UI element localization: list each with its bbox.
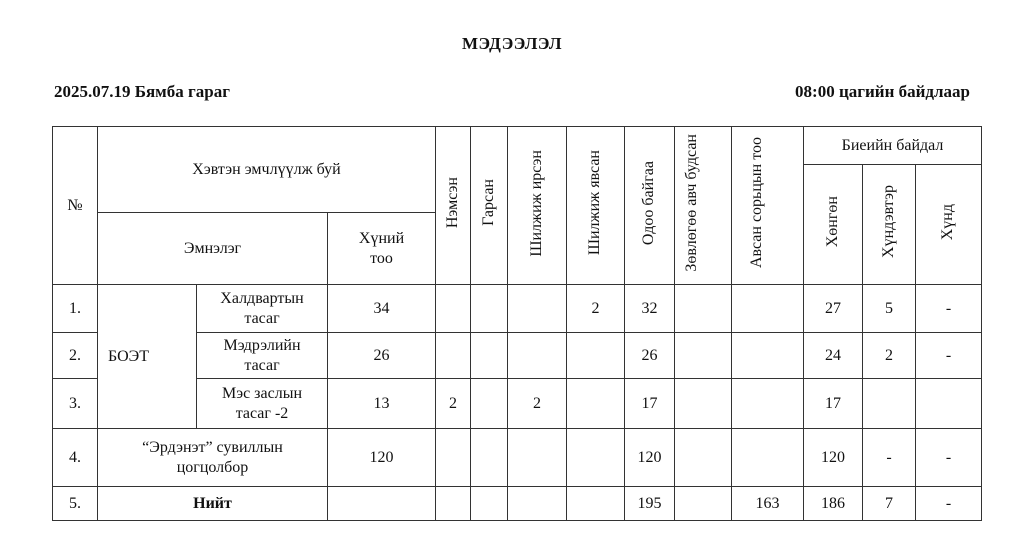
moderate-cell: 7	[863, 487, 916, 521]
moderate-cell: 5	[863, 285, 916, 333]
moderate-cell: 2	[863, 333, 916, 379]
died-cell	[675, 429, 732, 487]
header-added: Нэмсэн	[436, 127, 471, 285]
row-no: 1.	[53, 285, 98, 333]
left-cell	[471, 379, 508, 429]
header-no: №	[53, 127, 98, 285]
row-no: 5.	[53, 487, 98, 521]
left-cell	[471, 285, 508, 333]
transferred-out-cell: 2	[567, 285, 625, 333]
header-hospital: Эмнэлэг	[98, 213, 328, 285]
count-cell: 26	[328, 333, 436, 379]
header-count: Хүний тоо	[328, 213, 436, 285]
moderate-cell	[863, 379, 916, 429]
transferred-in-cell	[508, 487, 567, 521]
boet-label: БОЭТ	[98, 285, 197, 429]
header-moderate: Хүндэвтэр	[863, 165, 916, 285]
samples-cell	[732, 379, 804, 429]
current-cell: 32	[625, 285, 675, 333]
transferred-in-cell: 2	[508, 379, 567, 429]
header-mild: Хөнгөн	[804, 165, 863, 285]
mild-cell: 186	[804, 487, 863, 521]
severe-cell	[916, 379, 982, 429]
transferred-in-cell	[508, 285, 567, 333]
header-transferred-out: Шилжиж явсан	[567, 127, 625, 285]
dept-name: Мэдрэлийн тасаг	[197, 333, 328, 379]
count-cell: 13	[328, 379, 436, 429]
row-no: 3.	[53, 379, 98, 429]
mild-cell: 27	[804, 285, 863, 333]
added-cell	[436, 429, 471, 487]
current-cell: 17	[625, 379, 675, 429]
mild-cell: 24	[804, 333, 863, 379]
row-no: 4.	[53, 429, 98, 487]
moderate-cell: -	[863, 429, 916, 487]
header-current: Одоо байгаа	[625, 127, 675, 285]
transferred-out-cell	[567, 379, 625, 429]
left-cell	[471, 333, 508, 379]
died-cell	[675, 285, 732, 333]
table-row	[53, 285, 982, 333]
current-cell: 195	[625, 487, 675, 521]
total-label: Нийт	[98, 487, 328, 521]
current-cell: 26	[625, 333, 675, 379]
report-table	[52, 126, 982, 521]
died-cell	[675, 333, 732, 379]
samples-cell: 163	[732, 487, 804, 521]
added-cell	[436, 487, 471, 521]
count-cell: 34	[328, 285, 436, 333]
count-cell	[328, 487, 436, 521]
table-row	[53, 429, 982, 487]
dept-name: “Эрдэнэт” сувиллын цогцолбор	[98, 429, 328, 487]
left-cell	[471, 487, 508, 521]
severe-cell: -	[916, 285, 982, 333]
mild-cell: 120	[804, 429, 863, 487]
header-samples: Авсан сорьцын тоо	[732, 127, 804, 285]
report-date: 2025.07.19 Бямба гараг	[54, 82, 230, 101]
died-cell	[675, 487, 732, 521]
header-severe: Хүнд	[916, 165, 982, 285]
header-row-1	[53, 127, 982, 165]
dept-name: Мэс заслын тасаг -2	[197, 379, 328, 429]
died-cell	[675, 379, 732, 429]
mild-cell: 17	[804, 379, 863, 429]
header-left: Гарсан	[471, 127, 508, 285]
samples-cell	[732, 429, 804, 487]
dept-name: Халдвартын тасаг	[197, 285, 328, 333]
count-cell: 120	[328, 429, 436, 487]
severe-cell: -	[916, 333, 982, 379]
added-cell: 2	[436, 379, 471, 429]
transferred-in-cell	[508, 429, 567, 487]
row-no: 2.	[53, 333, 98, 379]
samples-cell	[732, 285, 804, 333]
total-row	[53, 487, 982, 521]
severe-cell: -	[916, 429, 982, 487]
severe-cell: -	[916, 487, 982, 521]
header-group: Хэвтэн эмчлүүлж буй	[98, 127, 436, 213]
added-cell	[436, 285, 471, 333]
transferred-in-cell	[508, 333, 567, 379]
samples-cell	[732, 333, 804, 379]
added-cell	[436, 333, 471, 379]
header-transferred-in: Шилжиж ирсэн	[508, 127, 567, 285]
current-cell: 120	[625, 429, 675, 487]
left-cell	[471, 429, 508, 487]
transferred-out-cell	[567, 429, 625, 487]
transferred-out-cell	[567, 487, 625, 521]
transferred-out-cell	[567, 333, 625, 379]
report-time: 08:00 цагийн байдлаар	[795, 82, 970, 101]
document-title: МЭДЭЭЛЭЛ	[461, 34, 563, 53]
header-condition: Биеийн байдал	[804, 127, 982, 165]
header-died: Зөвлөгөө авч будсан	[675, 127, 732, 285]
